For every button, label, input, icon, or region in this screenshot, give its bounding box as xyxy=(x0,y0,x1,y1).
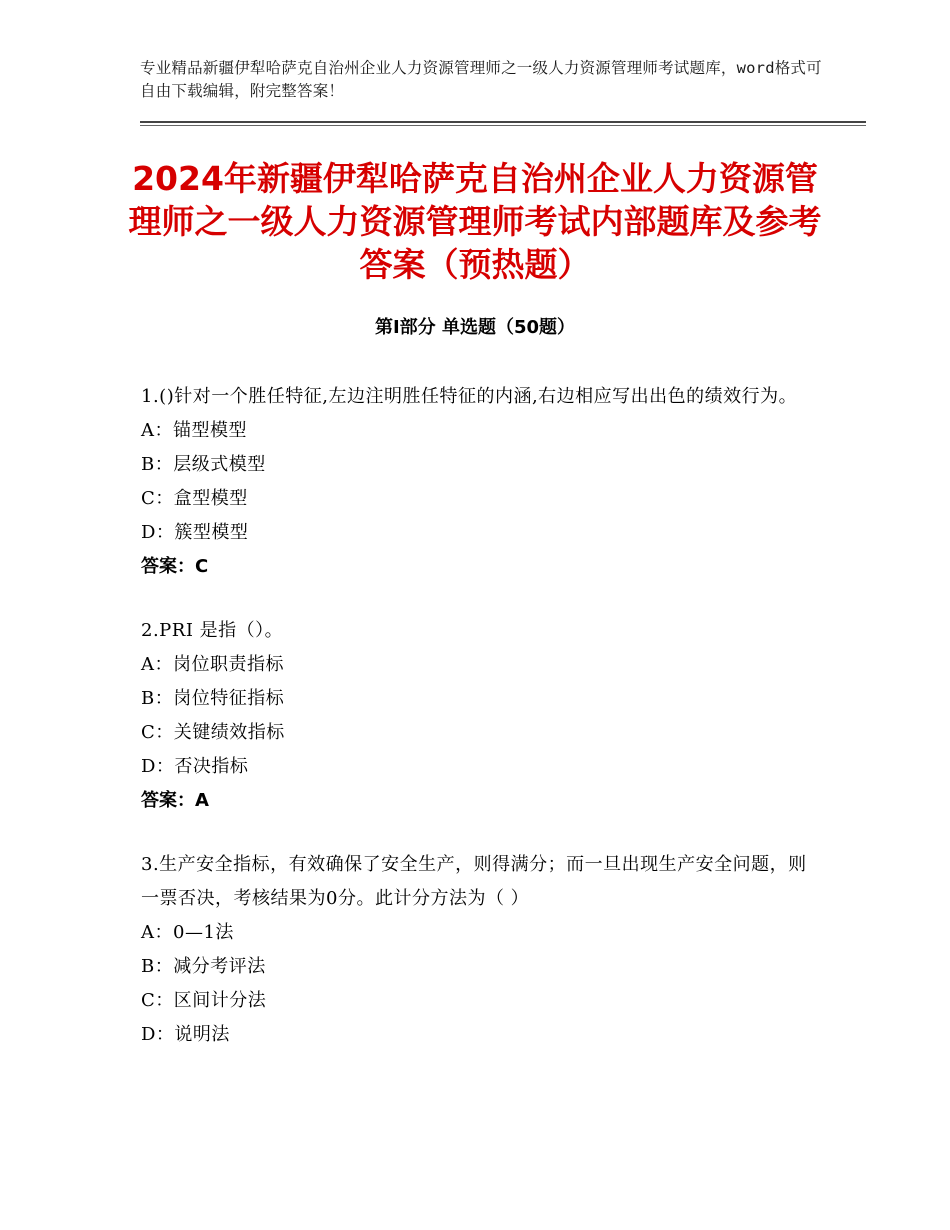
question-stem: 3.生产安全指标，有效确保了安全生产，则得满分；而一旦出现生产安全问题，则一票否决，考核结果为0分。此计分方法为（ ） xyxy=(141,854,807,909)
question-2 xyxy=(141,614,821,818)
question-1 xyxy=(141,380,821,584)
question-list xyxy=(141,380,821,1082)
option-a: A：0—1法 xyxy=(141,922,234,943)
option-d: D：否决指标 xyxy=(141,756,249,777)
option-c: C：区间计分法 xyxy=(141,990,267,1011)
header-note: 专业精品新疆伊犁哈萨克自治州企业人力资源管理师之一级人力资源管理师考试题库，word格式可自由下载编辑，附完整答案！ xyxy=(140,59,822,100)
question-stem: 1.()针对一个胜任特征,左边注明胜任特征的内涵,右边相应写出出色的绩效行为。 xyxy=(141,386,798,407)
option-d: D：说明法 xyxy=(141,1024,230,1045)
option-c: C：盒型模型 xyxy=(141,488,248,509)
question-3 xyxy=(141,848,821,1052)
answer-line: 答案：C xyxy=(141,556,209,577)
header-divider-thick xyxy=(140,121,866,123)
option-a: A：锚型模型 xyxy=(141,420,247,441)
option-c: C：关键绩效指标 xyxy=(141,722,285,743)
option-b: B：岗位特征指标 xyxy=(141,688,285,709)
header-divider-thin xyxy=(140,125,866,126)
section-heading: 第Ⅰ部分 单选题（50题） xyxy=(374,317,575,338)
question-stem: 2.PRI 是指（）。 xyxy=(141,620,284,641)
option-d: D：簇型模型 xyxy=(141,522,249,543)
document-title: 2024年新疆伊犁哈萨克自治州企业人力资源管理师之一级人力资源管理师考试内部题库及参考答案（预热题） xyxy=(128,159,822,284)
answer-line: 答案：A xyxy=(141,790,209,811)
option-b: B：减分考评法 xyxy=(141,956,266,977)
option-b: B：层级式模型 xyxy=(141,454,266,475)
option-a: A：岗位职责指标 xyxy=(141,654,284,675)
